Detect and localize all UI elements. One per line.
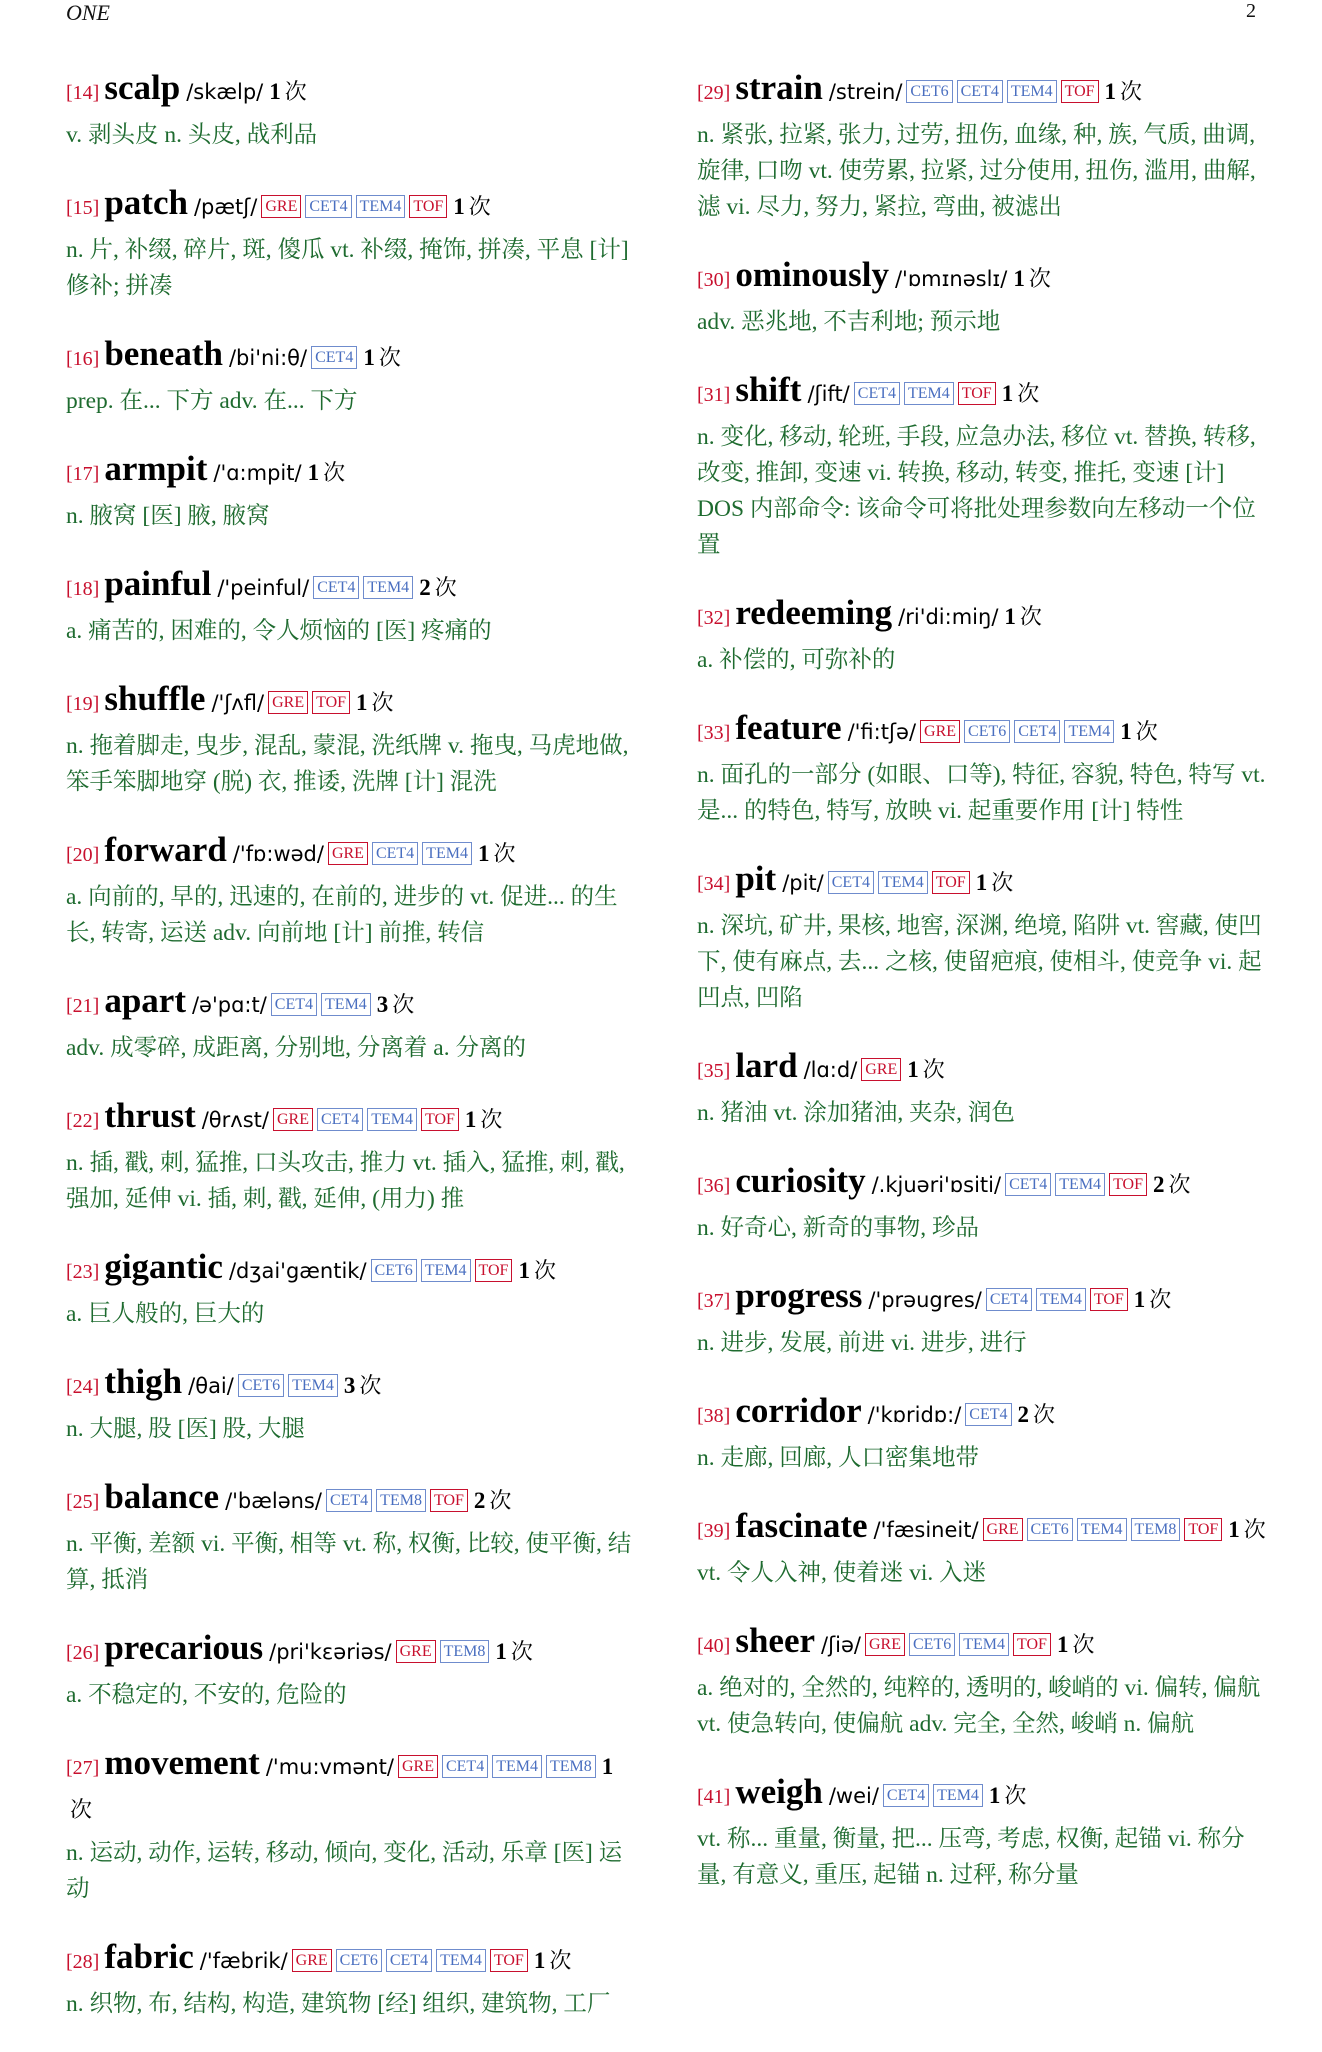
entry-index: [22] <box>66 1110 100 1132</box>
exam-tag-tof: TOF <box>475 1259 513 1282</box>
entry-phonetic: /'kɒridɒ:/ <box>867 1403 962 1427</box>
exam-tag-tof: TOF <box>430 1489 468 1512</box>
entry-frequency-count: 1 <box>307 460 320 485</box>
exam-tag-tem4: TEM4 <box>959 1633 1009 1656</box>
exam-tag-cet6: CET6 <box>909 1633 955 1656</box>
exam-tag-tof: TOF <box>1090 1288 1128 1311</box>
exam-tag-cet6: CET6 <box>238 1374 284 1397</box>
exam-tag-tof: TOF <box>1013 1633 1051 1656</box>
exam-tag-tem4: TEM4 <box>1055 1173 1105 1196</box>
entry-frequency-unit: 次 <box>371 690 394 715</box>
entry-definition: n. 腋窝 [医] 腋, 腋窝 <box>66 503 270 529</box>
exam-tag-tem4: TEM4 <box>492 1755 542 1778</box>
entry-headline <box>697 1391 1267 1438</box>
exam-tag-cet4: CET4 <box>271 993 317 1016</box>
entry-headline <box>697 593 1267 640</box>
entry-definition: vt. 令人入神, 使着迷 vi. 入迷 <box>697 1560 987 1586</box>
entry-index: [15] <box>66 197 100 219</box>
entry-index: [21] <box>66 995 100 1017</box>
entry-word: ominously <box>735 255 889 294</box>
exam-tag-tem4: TEM4 <box>1064 720 1114 743</box>
entry-phonetic: /'fæbrik/ <box>199 1949 288 1973</box>
entry-frequency-count: 2 <box>419 575 431 600</box>
entry-frequency-count: 1 <box>907 1057 919 1082</box>
entry-headline <box>66 1362 636 1409</box>
entry-frequency-unit: 次 <box>392 992 415 1017</box>
exam-tag-tem4: TEM4 <box>1007 80 1057 103</box>
entry-frequency-unit: 次 <box>323 460 346 485</box>
entry-frequency-count: 1 <box>988 1783 1001 1808</box>
entry-frequency-unit: 次 <box>1072 1632 1095 1657</box>
entry-headline <box>697 859 1267 906</box>
entry-definition: n. 好奇心, 新奇的事物, 珍品 <box>697 1215 979 1241</box>
entry-frequency-count: 1 <box>1013 266 1025 291</box>
entry-word: shuffle <box>104 679 206 718</box>
entry-definition: adv. 恶兆地, 不吉利地; 预示地 <box>697 309 1001 335</box>
vocab-entry-progress <box>697 1276 1267 1361</box>
entry-word: movement <box>104 1743 260 1782</box>
entry-frequency-count: 1 <box>533 1948 546 1973</box>
entry-frequency-count: 1 <box>601 1754 614 1779</box>
entry-frequency-count: 1 <box>1004 604 1016 629</box>
exam-tag-cet4: CET4 <box>986 1288 1032 1311</box>
entry-word: progress <box>735 1276 863 1315</box>
entry-index: [26] <box>66 1642 100 1664</box>
entry-frequency-unit: 次 <box>493 841 516 866</box>
entry-index: [17] <box>66 463 100 485</box>
entry-word: armpit <box>104 449 208 488</box>
vocab-entry-thigh <box>66 1362 636 1447</box>
entry-word: shift <box>735 370 802 409</box>
entry-frequency-count: 1 <box>464 1107 477 1132</box>
entry-word: feature <box>735 708 842 747</box>
vocab-entry-forward <box>66 830 636 951</box>
exam-tag-cet4: CET4 <box>442 1755 488 1778</box>
exam-tag-cet6: CET6 <box>964 720 1010 743</box>
entry-frequency-unit: 次 <box>489 1488 512 1513</box>
entry-phonetic: /.kjuəri'ɒsiti/ <box>871 1173 1002 1197</box>
exam-tag-gre: GRE <box>273 1108 313 1131</box>
entry-word: weigh <box>735 1772 823 1811</box>
entry-frequency-unit: 次 <box>510 1639 533 1664</box>
entry-headline <box>66 449 636 496</box>
exam-tag-cet4: CET4 <box>313 576 359 599</box>
book-title: ONE <box>66 0 110 25</box>
entry-word: lard <box>735 1046 798 1085</box>
entry-headline <box>697 708 1267 755</box>
vocab-entry-sheer <box>697 1621 1267 1742</box>
entry-frequency-unit: 次 <box>1033 1402 1056 1427</box>
exam-tag-cet4: CET4 <box>854 382 900 405</box>
entry-phonetic: /'ɒmɪnəslɪ/ <box>894 267 1008 291</box>
entry-frequency-unit: 次 <box>468 194 491 219</box>
entry-definition: n. 变化, 移动, 轮班, 手段, 应急办法, 移位 vt. 替换, 转移, 改变, 推卸, 变速 vi. 转换, 移动, 转变, 推托, 变速 [计] DOS 内部命令: 该命令可将批处理参数向左移动一个位置 <box>697 424 1256 558</box>
entry-headline <box>697 68 1267 115</box>
exam-tag-gre: GRE <box>861 1058 901 1081</box>
entry-definition: n. 平衡, 差额 vi. 平衡, 相等 vt. 称, 权衡, 比较, 使平衡, 结算, 抵消 <box>66 1531 632 1593</box>
entry-headline <box>66 1096 636 1143</box>
running-head <box>66 0 1256 30</box>
page-number: 2 <box>1246 0 1256 22</box>
entry-phonetic: /lɑ:d/ <box>803 1058 858 1082</box>
vocab-entry-balance <box>66 1477 636 1598</box>
exam-tag-gre: GRE <box>292 1949 332 1972</box>
exam-tag-gre: GRE <box>398 1755 438 1778</box>
vocab-entry-movement <box>66 1743 636 1907</box>
entry-frequency-count: 1 <box>1120 719 1132 744</box>
entry-definition: adv. 成零碎, 成距离, 分别地, 分离着 a. 分离的 <box>66 1035 526 1061</box>
exam-tag-tem8: TEM8 <box>1131 1518 1181 1541</box>
entry-phonetic: /'mu:vmənt/ <box>265 1755 394 1779</box>
entry-phonetic: /pit/ <box>782 871 824 895</box>
entry-frequency-count: 1 <box>356 690 368 715</box>
exam-tag-cet4: CET4 <box>883 1784 929 1807</box>
entry-index: [36] <box>697 1175 731 1197</box>
exam-tag-gre: GRE <box>268 691 308 714</box>
entry-frequency-unit: 次 <box>1017 381 1040 406</box>
right-column <box>697 68 1267 1923</box>
left-column <box>66 68 636 2052</box>
exam-tag-gre: GRE <box>983 1518 1023 1541</box>
exam-tag-tem8: TEM8 <box>376 1489 426 1512</box>
exam-tag-tof: TOF <box>409 195 447 218</box>
entry-headline <box>66 564 636 611</box>
entry-headline <box>66 334 636 381</box>
exam-tag-gre: GRE <box>396 1640 436 1663</box>
entry-frequency-unit: 次 <box>359 1373 382 1398</box>
entry-frequency-unit: 次 <box>1019 604 1042 629</box>
exam-tag-tof: TOF <box>1061 80 1099 103</box>
entry-definition: n. 织物, 布, 结构, 构造, 建筑物 [经] 组织, 建筑物, 工厂 <box>66 1991 611 2017</box>
exam-tag-cet6: CET6 <box>371 1259 417 1282</box>
entry-headline <box>66 1247 636 1294</box>
entry-definition: a. 痛苦的, 困难的, 令人烦恼的 [医] 疼痛的 <box>66 618 492 644</box>
exam-tag-tem8: TEM8 <box>546 1755 596 1778</box>
entry-frequency-count: 3 <box>343 1373 356 1398</box>
entry-word: sheer <box>735 1621 816 1660</box>
exam-tag-tem4: TEM4 <box>356 195 406 218</box>
entry-frequency-count: 1 <box>1133 1287 1146 1312</box>
vocab-entry-armpit <box>66 449 636 534</box>
entry-phonetic: /wei/ <box>828 1784 879 1808</box>
exam-tag-cet4: CET4 <box>326 1489 372 1512</box>
entry-phonetic: /'prəugres/ <box>868 1288 982 1312</box>
exam-tag-tem4: TEM4 <box>904 382 954 405</box>
exam-tag-tof: TOF <box>312 691 350 714</box>
vocab-entry-ominously <box>697 255 1267 340</box>
entry-headline <box>66 830 636 877</box>
vocab-entry-beneath <box>66 334 636 419</box>
entry-frequency-unit: 次 <box>1243 1517 1266 1542</box>
exam-tag-tem4: TEM4 <box>367 1108 417 1131</box>
entry-headline <box>697 255 1267 302</box>
entry-definition: a. 巨人般的, 巨大的 <box>66 1301 265 1327</box>
entry-phonetic: /strein/ <box>828 80 903 104</box>
vocab-entry-gigantic <box>66 1247 636 1332</box>
entry-word: scalp <box>104 68 181 107</box>
entry-phonetic: /bi'ni:θ/ <box>228 346 308 370</box>
entry-phonetic: /'fi:tʃə/ <box>847 720 917 744</box>
entry-frequency-count: 1 <box>477 841 490 866</box>
exam-tag-cet6: CET6 <box>336 1949 382 1972</box>
entry-headline <box>66 981 636 1028</box>
exam-tag-cet6: CET6 <box>906 80 952 103</box>
entry-definition: prep. 在... 下方 adv. 在... 下方 <box>66 388 358 414</box>
entry-definition: n. 走廊, 回廊, 人口密集地带 <box>697 1445 979 1471</box>
entry-frequency-unit: 次 <box>1149 1287 1172 1312</box>
vocab-entry-fascinate <box>697 1506 1267 1591</box>
entry-headline <box>697 1772 1267 1819</box>
entry-definition: a. 不稳定的, 不安的, 危险的 <box>66 1682 347 1708</box>
exam-tag-cet4: CET4 <box>1005 1173 1051 1196</box>
exam-tag-tem8: TEM8 <box>440 1640 490 1663</box>
entry-definition: n. 进步, 发展, 前进 vi. 进步, 进行 <box>697 1330 1027 1356</box>
entry-headline <box>697 370 1267 417</box>
entry-index: [30] <box>697 269 731 291</box>
entry-frequency-unit: 次 <box>378 345 401 370</box>
entry-phonetic: /θai/ <box>188 1374 234 1398</box>
entry-index: [31] <box>697 384 731 406</box>
entry-word: fabric <box>104 1937 194 1976</box>
entry-index: [23] <box>66 1261 100 1283</box>
exam-tag-tem4: TEM4 <box>288 1374 338 1397</box>
exam-tag-gre: GRE <box>920 720 960 743</box>
entry-frequency-unit: 次 <box>480 1107 503 1132</box>
entry-headline <box>66 68 636 115</box>
entry-definition: n. 猪油 vt. 涂加猪油, 夹杂, 润色 <box>697 1100 1015 1126</box>
entry-phonetic: /skælp/ <box>186 80 264 104</box>
entry-index: [27] <box>66 1757 100 1779</box>
entry-definition: n. 插, 戳, 刺, 猛推, 口头攻击, 推力 vt. 插入, 猛推, 刺, 戳, 强加, 延伸 vi. 插, 刺, 戳, 延伸, (用力) 推 <box>66 1150 625 1212</box>
entry-frequency-count: 2 <box>1153 1172 1165 1197</box>
entry-phonetic: /dʒai'gæntik/ <box>228 1259 367 1283</box>
entry-word: fascinate <box>735 1506 868 1545</box>
entry-index: [39] <box>697 1520 731 1542</box>
entry-word: gigantic <box>104 1247 223 1286</box>
exam-tag-cet4: CET4 <box>965 1403 1011 1426</box>
entry-frequency-unit: 次 <box>70 1797 93 1822</box>
entry-definition: a. 补偿的, 可弥补的 <box>697 647 896 673</box>
entry-word: curiosity <box>735 1161 866 1200</box>
entry-word: beneath <box>104 334 223 373</box>
exam-tag-tem4: TEM4 <box>321 993 371 1016</box>
entry-frequency-unit: 次 <box>533 1258 556 1283</box>
entry-frequency-count: 1 <box>1104 79 1117 104</box>
exam-tag-tem4: TEM4 <box>421 1259 471 1282</box>
entry-index: [24] <box>66 1376 100 1398</box>
entry-word: painful <box>104 564 212 603</box>
entry-phonetic: /θrʌst/ <box>201 1108 269 1132</box>
entry-frequency-count: 1 <box>1056 1632 1069 1657</box>
entry-frequency-unit: 次 <box>1168 1172 1191 1197</box>
entry-frequency-count: 1 <box>453 194 465 219</box>
entry-frequency-count: 1 <box>518 1258 530 1283</box>
entry-word: apart <box>104 981 186 1020</box>
vocab-entry-weigh <box>697 1772 1267 1893</box>
vocab-entry-patch <box>66 183 636 304</box>
entry-headline <box>697 1621 1267 1668</box>
entry-definition: n. 面孔的一部分 (如眼、口等), 特征, 容貌, 特色, 特写 vt. 是... 的特色, 特写, 放映 vi. 起重要作用 [计] 特性 <box>697 762 1266 824</box>
exam-tag-tof: TOF <box>490 1949 528 1972</box>
entry-index: [28] <box>66 1951 100 1973</box>
exam-tag-cet4: CET4 <box>372 842 418 865</box>
entry-headline <box>697 1506 1267 1553</box>
entry-headline <box>697 1161 1267 1208</box>
entry-index: [18] <box>66 578 100 600</box>
entry-frequency-unit: 次 <box>1004 1783 1027 1808</box>
exam-tag-tem4: TEM4 <box>933 1784 983 1807</box>
entry-index: [37] <box>697 1290 731 1312</box>
entry-frequency-unit: 次 <box>1135 719 1158 744</box>
entry-definition: n. 紧张, 拉紧, 张力, 过劳, 扭伤, 血缘, 种, 族, 气质, 曲调, 旋律, 口吻 vt. 使劳累, 拉紧, 过分使用, 扭伤, 滥用, 曲解, 滤 vi. 尽力, 努力, 紧拉, 弯曲, 被滤出 <box>697 122 1256 220</box>
vocab-entry-lard <box>697 1046 1267 1131</box>
entry-phonetic: /'fæsineit/ <box>873 1518 979 1542</box>
vocab-entry-fabric <box>66 1937 636 2022</box>
entry-index: [25] <box>66 1491 100 1513</box>
entry-headline <box>66 679 636 726</box>
entry-frequency-unit: 次 <box>1028 266 1051 291</box>
exam-tag-cet4: CET4 <box>1014 720 1060 743</box>
entry-definition: n. 运动, 动作, 运转, 移动, 倾向, 变化, 活动, 乐章 [医] 运动 <box>66 1840 623 1902</box>
exam-tag-cet4: CET4 <box>305 195 351 218</box>
exam-tag-cet4: CET4 <box>957 80 1003 103</box>
entry-word: redeeming <box>735 593 893 632</box>
exam-tag-tem4: TEM4 <box>1077 1518 1127 1541</box>
exam-tag-cet4: CET4 <box>386 1949 432 1972</box>
entry-phonetic: /ri'di:miŋ/ <box>898 605 999 629</box>
vocab-entry-feature <box>697 708 1267 829</box>
exam-tag-tof: TOF <box>1184 1518 1222 1541</box>
entry-phonetic: /ʃiə/ <box>821 1633 861 1657</box>
entry-frequency-unit: 次 <box>434 575 457 600</box>
entry-word: precarious <box>104 1628 264 1667</box>
entry-index: [19] <box>66 693 100 715</box>
vocab-entry-precarious <box>66 1628 636 1713</box>
entry-phonetic: /'bæləns/ <box>225 1489 322 1513</box>
entry-frequency-count: 1 <box>269 79 281 104</box>
exam-tag-tof: TOF <box>421 1108 459 1131</box>
entry-headline <box>66 1477 636 1524</box>
entry-frequency-unit: 次 <box>991 870 1014 895</box>
entry-definition: a. 绝对的, 全然的, 纯粹的, 透明的, 峻峭的 vi. 偏转, 偏航 vt. 使急转向, 使偏航 adv. 完全, 全然, 峻峭 n. 偏航 <box>697 1675 1261 1737</box>
entry-index: [14] <box>66 82 100 104</box>
exam-tag-cet4: CET4 <box>317 1108 363 1131</box>
entry-phonetic: /pætʃ/ <box>193 195 258 219</box>
entry-definition: vt. 称... 重量, 衡量, 把... 压弯, 考虑, 权衡, 起锚 vi. 称分量, 有意义, 重压, 起锚 n. 过秤, 称分量 <box>697 1826 1245 1888</box>
exam-tag-gre: GRE <box>865 1633 905 1656</box>
entry-definition: n. 拖着脚走, 曳步, 混乱, 蒙混, 洗纸牌 v. 拖曳, 马虎地做, 笨手笨脚地穿 (脱) 衣, 推诿, 洗牌 [计] 混洗 <box>66 733 629 795</box>
entry-phonetic: /ʃift/ <box>807 382 850 406</box>
entry-frequency-count: 1 <box>495 1639 507 1664</box>
entry-word: strain <box>735 68 823 107</box>
entry-frequency-count: 1 <box>1001 381 1014 406</box>
entry-index: [41] <box>697 1786 731 1808</box>
entry-index: [20] <box>66 844 100 866</box>
vocab-entry-pit <box>697 859 1267 1016</box>
entry-definition: n. 大腿, 股 [医] 股, 大腿 <box>66 1416 305 1442</box>
entry-definition: v. 剥头皮 n. 头皮, 战利品 <box>66 122 318 148</box>
exam-tag-tof: TOF <box>1109 1173 1147 1196</box>
exam-tag-gre: GRE <box>328 842 368 865</box>
vocab-entry-apart <box>66 981 636 1066</box>
entry-headline <box>66 183 636 230</box>
entry-frequency-unit: 次 <box>1120 79 1143 104</box>
entry-frequency-count: 1 <box>1228 1517 1240 1542</box>
entry-word: thrust <box>104 1096 196 1135</box>
exam-tag-gre: GRE <box>261 195 301 218</box>
entry-index: [34] <box>697 873 731 895</box>
vocab-entry-shuffle <box>66 679 636 800</box>
exam-tag-cet4: CET4 <box>828 871 874 894</box>
exam-tag-tof: TOF <box>932 871 970 894</box>
entry-word: pit <box>735 859 777 898</box>
vocab-entry-redeeming <box>697 593 1267 678</box>
entry-definition: n. 深坑, 矿井, 果核, 地窖, 深渊, 绝境, 陷阱 vt. 窖藏, 使凹下, 使有麻点, 去... 之核, 使留疤痕, 使相斗, 使竞争 vi. 起凹点, 凹陷 <box>697 913 1262 1011</box>
exam-tag-tof: TOF <box>958 382 996 405</box>
vocab-entry-corridor <box>697 1391 1267 1476</box>
entry-headline <box>66 1937 636 1984</box>
entry-word: thigh <box>104 1362 183 1401</box>
entry-phonetic: /'fɒ:wəd/ <box>232 842 324 866</box>
entry-headline <box>66 1743 636 1833</box>
vocab-entry-scalp <box>66 68 636 153</box>
entry-definition: a. 向前的, 早的, 迅速的, 在前的, 进步的 vt. 促进... 的生长, 转寄, 运送 adv. 向前地 [计] 前推, 转信 <box>66 884 618 946</box>
exam-tag-tem4: TEM4 <box>878 871 928 894</box>
entry-index: [33] <box>697 722 731 744</box>
exam-tag-tem4: TEM4 <box>363 576 413 599</box>
entry-index: [16] <box>66 348 100 370</box>
entry-index: [29] <box>697 82 731 104</box>
entry-word: patch <box>104 183 188 222</box>
exam-tag-cet6: CET6 <box>1027 1518 1073 1541</box>
entry-frequency-count: 2 <box>473 1488 486 1513</box>
vocab-entry-curiosity <box>697 1161 1267 1246</box>
exam-tag-tem4: TEM4 <box>422 842 472 865</box>
entry-phonetic: /'ʃʌfl/ <box>211 691 265 715</box>
entry-definition: n. 片, 补缀, 碎片, 斑, 傻瓜 vt. 补缀, 掩饰, 拼凑, 平息 [计] 修补; 拼凑 <box>66 237 629 299</box>
vocab-entry-painful <box>66 564 636 649</box>
entry-frequency-unit: 次 <box>284 79 307 104</box>
entry-phonetic: /'peinful/ <box>217 576 310 600</box>
entry-headline <box>697 1046 1267 1093</box>
entry-frequency-count: 1 <box>975 870 988 895</box>
entry-word: corridor <box>735 1391 862 1430</box>
entry-phonetic: /ə'pɑ:t/ <box>191 993 267 1017</box>
entry-frequency-count: 1 <box>363 345 375 370</box>
entry-word: forward <box>104 830 227 869</box>
entry-headline <box>66 1628 636 1675</box>
entry-phonetic: /'ɑ:mpit/ <box>213 461 302 485</box>
entry-phonetic: /pri'kεəriəs/ <box>269 1640 392 1664</box>
entry-headline <box>697 1276 1267 1323</box>
entry-index: [35] <box>697 1060 731 1082</box>
entry-frequency-unit: 次 <box>922 1057 945 1082</box>
entry-index: [40] <box>697 1635 731 1657</box>
exam-tag-cet4: CET4 <box>311 346 357 369</box>
exam-tag-tem4: TEM4 <box>1036 1288 1086 1311</box>
vocab-entry-shift <box>697 370 1267 563</box>
entry-word: balance <box>104 1477 220 1516</box>
entry-frequency-count: 3 <box>376 992 389 1017</box>
vocab-entry-thrust <box>66 1096 636 1217</box>
exam-tag-tem4: TEM4 <box>436 1949 486 1972</box>
vocab-entry-strain <box>697 68 1267 225</box>
entry-index: [32] <box>697 607 731 629</box>
entry-frequency-count: 2 <box>1017 1402 1029 1427</box>
entry-index: [38] <box>697 1405 731 1427</box>
entry-frequency-unit: 次 <box>549 1948 572 1973</box>
